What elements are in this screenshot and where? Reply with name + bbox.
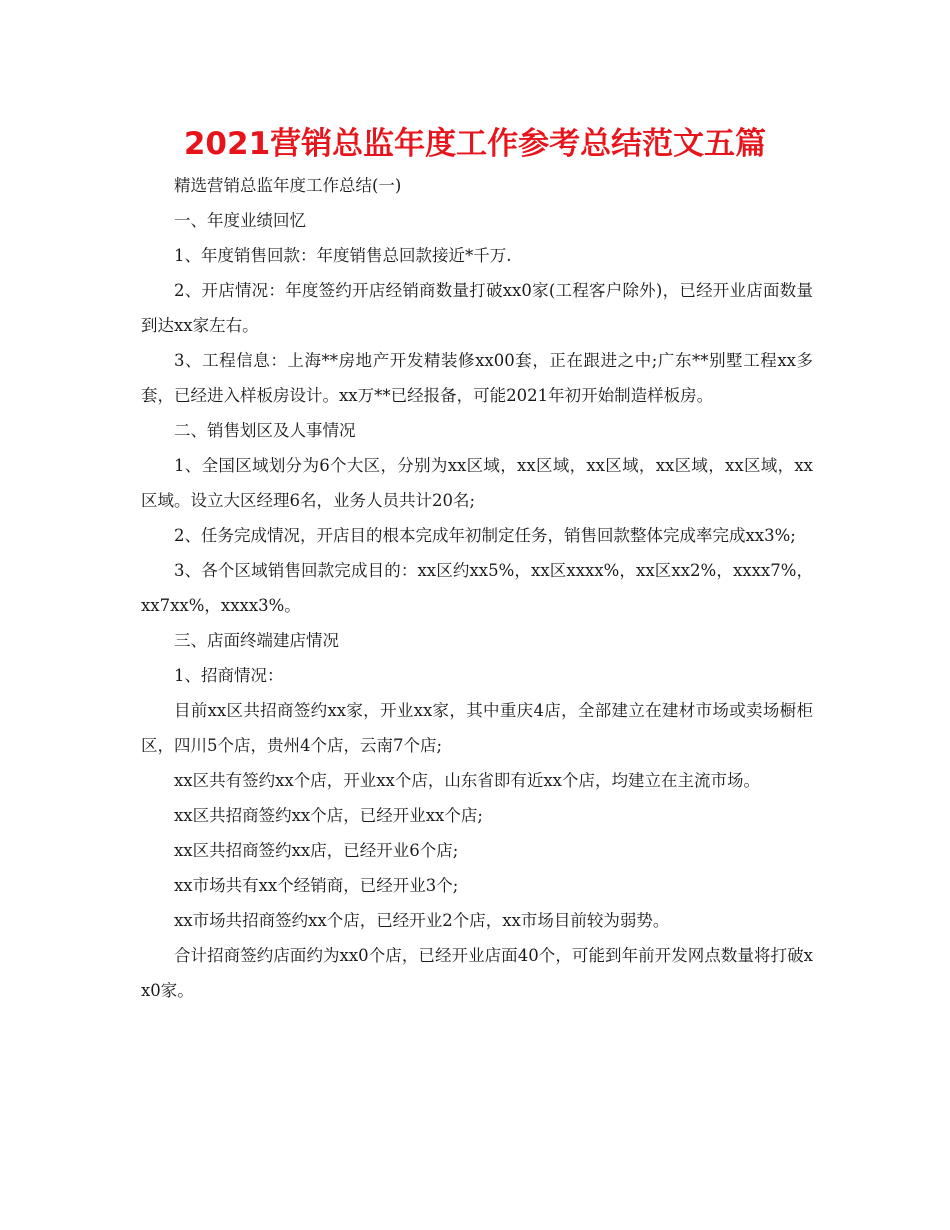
paragraph: 3、工程信息：上海**房地产开发精装修xx00套，正在跟进之中;广东**别墅工程xx多套，已经进入样板房设计。xx万**已经报备，可能2021年初开始制造样板房。 <box>141 351 813 405</box>
document-title: 2021营销总监年度工作参考总结范文五篇 <box>183 126 767 162</box>
paragraph: xx区共招商签约xx店，已经开业6个店; <box>174 841 459 860</box>
paragraph: 2、开店情况：年度签约开店经销商数量打破xx0家(工程客户除外)，已经开业店面数量到达xx家左右。 <box>141 281 813 335</box>
paragraph: 目前xx区共招商签约xx家，开业xx家，其中重庆4店，全部建立在建材市场或卖场橱柜区，四川5个店，贵州4个店，云南7个店; <box>141 701 813 755</box>
section-heading: 一、年度业绩回忆 <box>174 211 306 230</box>
paragraph: 3、各个区域销售回款完成目的：xx区约xx5%，xx区xxxx%，xx区xx2%，xxxx7%，xx7xx%，xxxx3%。 <box>141 561 813 615</box>
paragraph: 1、年度销售回款：年度销售总回款接近*千万. <box>174 246 512 265</box>
section-heading: 三、店面终端建店情况 <box>174 631 339 650</box>
paragraph: xx市场共有xx个经销商，已经开业3个; <box>174 876 459 895</box>
paragraph: 1、招商情况： <box>174 666 284 685</box>
paragraph: 合计招商签约店面约为xx0个店，已经开业店面40个，可能到年前开发网点数量将打破xx0家。 <box>141 946 813 1000</box>
paragraph: xx市场共招商签约xx个店，已经开业2个店，xx市场目前较为弱势。 <box>174 911 670 930</box>
paragraph: xx区共招商签约xx个店，已经开业xx个店; <box>174 806 483 825</box>
section-heading: 二、销售划区及人事情况 <box>174 421 356 440</box>
paragraph: 2、任务完成情况，开店目的根本完成年初制定任务，销售回款整体完成率完成xx3%; <box>174 526 796 545</box>
paragraph: 1、全国区域划分为6个大区，分别为xx区域，xx区域，xx区域，xx区域，xx区域，xx区域。设立大区经理6名，业务人员共计20名; <box>141 456 813 510</box>
paragraph-subtitle: 精选营销总监年度工作总结(一) <box>174 176 402 195</box>
paragraph: xx区共有签约xx个店，开业xx个店，山东省即有近xx个店，均建立在主流市场。 <box>174 771 760 790</box>
document-body <box>141 168 813 1008</box>
